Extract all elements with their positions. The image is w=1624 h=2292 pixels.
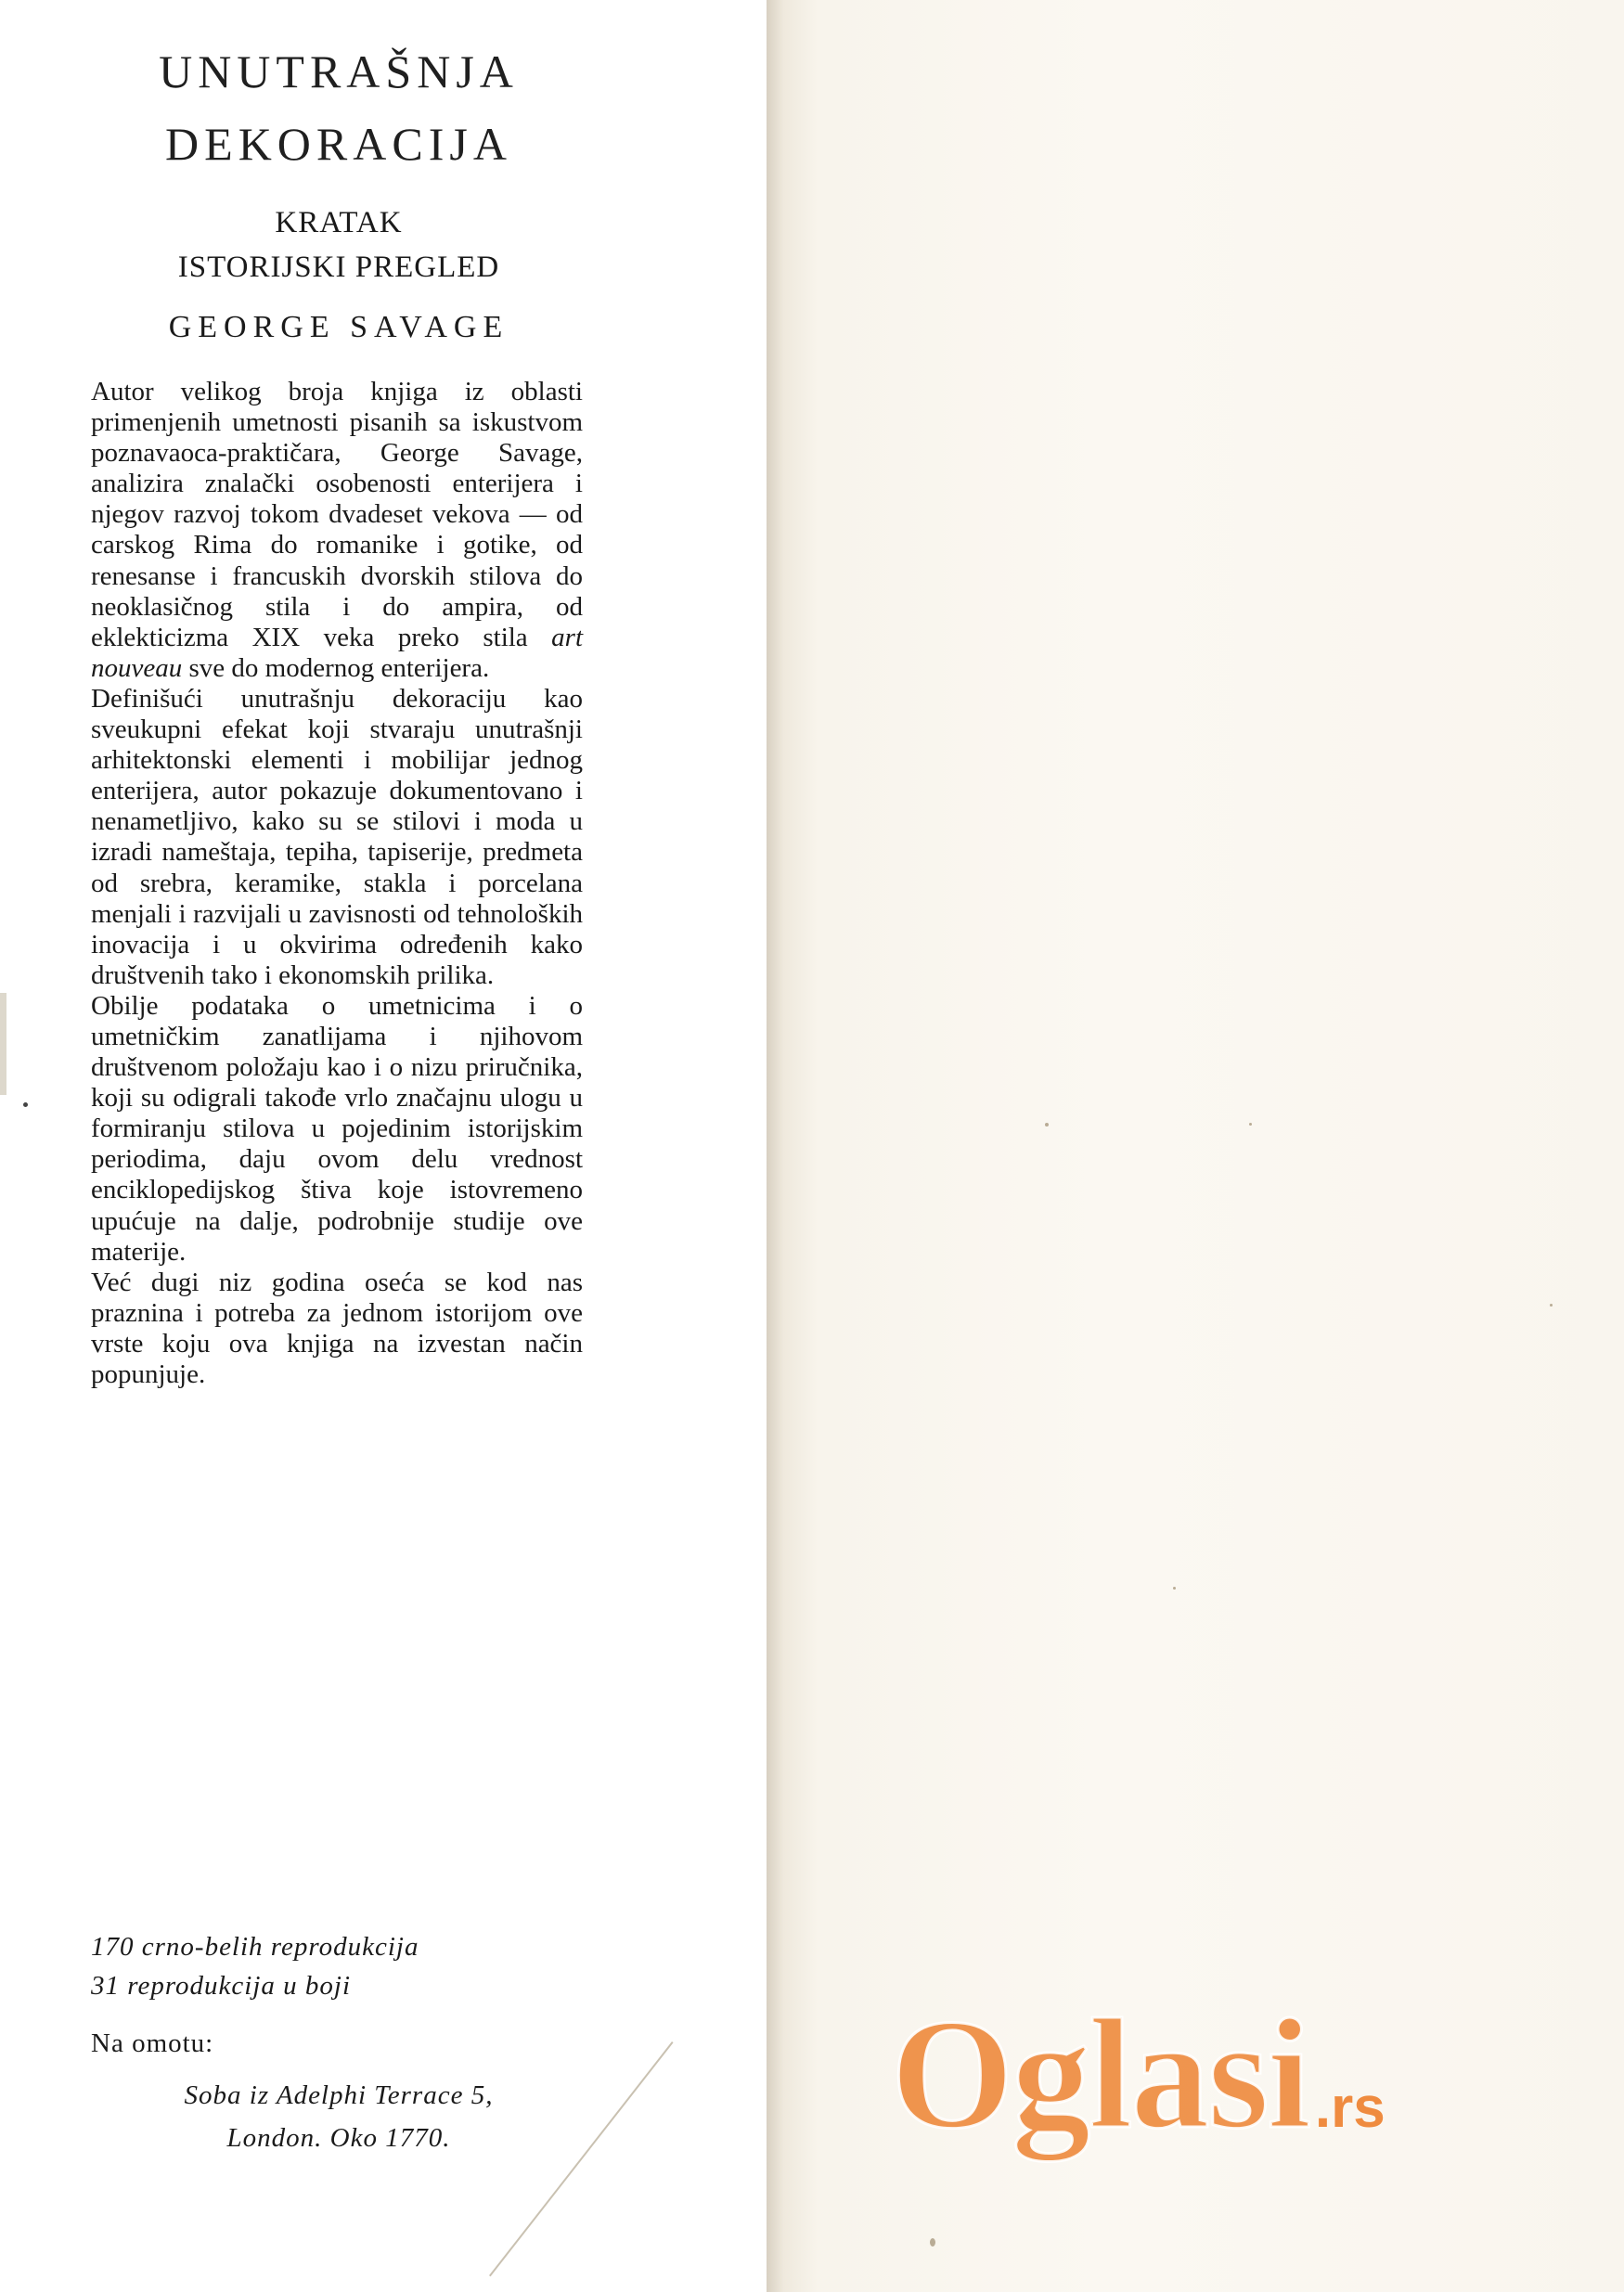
description-paragraph-4: Već dugi niz godina oseća se kod nas praznina i potreba za jednom istorijom ove vrste koju ova knjiga na izvestan način popunjuje. [91,1267,583,1389]
paper-speck [1249,1123,1252,1126]
book-subtitle-line2: ISTORIJSKI PREGLED [177,251,500,284]
paper-speck [1173,1587,1176,1590]
cover-label: Na omotu: [91,2028,214,2058]
cover-caption-line1: Soba iz Adelphi Terrace 5, [184,2080,494,2110]
reproductions-color: 31 reprodukcija u boji [91,1971,352,2001]
ink-dot [23,1102,28,1107]
fold-crease [489,2041,674,2276]
watermark-brand: Oglasi [891,1987,1309,2161]
description-italic-term: art nouveau [91,622,584,683]
paper-speck [1550,1304,1553,1307]
reproductions-black-white: 170 crno-belih reprodukcija [91,1932,419,1962]
blank-endpaper-page [767,0,1624,2292]
book-title-line1: UNUTRAŠNJA [159,45,519,97]
description-text [91,377,583,1390]
paper-speck [930,2238,935,2247]
watermark-tld: .rs [1314,2076,1386,2140]
description-part1: Autor velikog broja knjiga iz oblasti primenjenih umetnosti pisanih sa iskustvom poznavaoca-praktičara, George Savage, analizira znalački osobenosti enterijera i njegov razvoj tokom dvadeset vekova — od carskog Rima do romanike i gotike, od renesanse i francuskih dvorskih stilova do neoklasičnog stila i do ampira, od eklekticizma XIX veka preko stila [91,377,583,652]
book-subtitle-line1: KRATAK [275,206,403,239]
book-title-line2: DEKORACIJA [165,118,512,170]
description-paragraph-1 [91,377,583,684]
description-paragraph-3: Obilje podataka o umetnicima i o umetničkim zanatlijama i njihovom društvenom položaju kao i o nizu priručnika, koji su odigrali takođe vrlo značajnu ulogu u formiranju stilova u pojedinim istorijskim periodima, daju ovom delu vrednost enciklopedijskog štiva koje istovremeno upućuje na dalje, podrobnije studije ove materije. [91,990,583,1267]
paper-speck [1045,1123,1049,1127]
watermark-logo [891,1987,1386,2161]
description-part2: sve do modernog enterijera. [188,652,490,683]
cover-caption-line2: London. Oko 1770. [226,2123,451,2153]
page-edge-mark [0,993,6,1095]
book-author: GEORGE SAVAGE [168,310,509,344]
description-paragraph-2: Definišući unutrašnju dekoraciju kao sveukupni efekat koji stvaraju unutrašnji arhitektonski elementi i mobilijar jednog enterijera, autor pokazuje dokumentovano i nenametljivo, kako su se stilovi i moda u izradi nameštaja, tepiha, tapiserije, predmeta od srebra, keramike, stakla i porcelana menjali i razvijali u zavisnosti od tehnoloških inovacija i u okvirima određenih kako društvenih tako i ekonomskih prilika. [91,683,583,990]
book-flap-page [0,0,767,2292]
